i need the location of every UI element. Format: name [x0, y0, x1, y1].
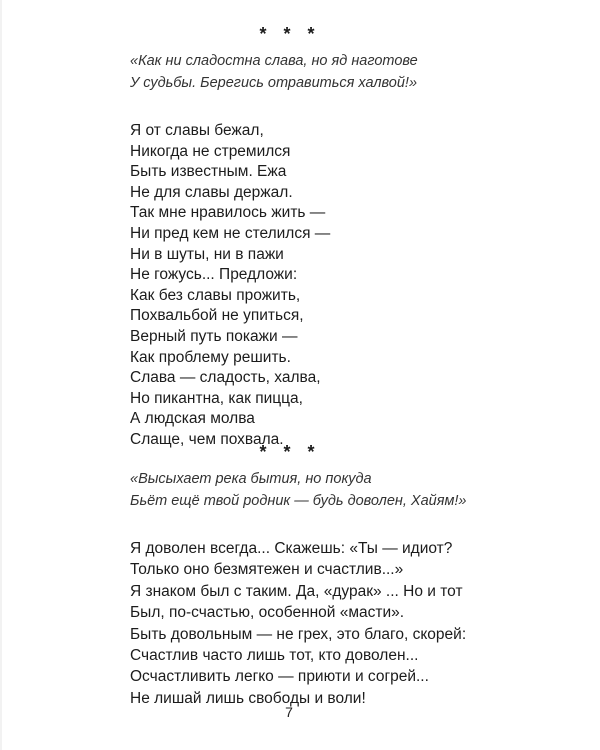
verse-line: Не гожусь... Предложи:	[130, 266, 298, 284]
verse-line: Был, по-счастью, особенной «масти».	[130, 604, 405, 622]
verse-line: Как без славы прожить,	[130, 286, 301, 304]
poem-1-epigraph	[130, 50, 570, 94]
poem-2-epigraph	[130, 468, 570, 512]
poem-2	[130, 442, 570, 709]
poem-1	[130, 24, 570, 451]
verse-line: Только оно безмятежен и счастлив...»	[130, 561, 404, 579]
verse-line: Так мне нравилось жить —	[130, 204, 326, 222]
epigraph-line: «Высыхает река бытия, но покуда	[130, 471, 372, 487]
verse-line: Но пикантна, как пицца,	[130, 389, 303, 407]
verse-line: Не лишай лишь свободы и воли!	[130, 689, 366, 707]
verse-line: Никогда не стремился	[130, 142, 291, 160]
verse-line: Счастлив часто лишь тот, кто доволен...	[130, 647, 419, 665]
verse-line: Я знаком был с таким. Да, «дурак» ... Но и тот	[130, 582, 463, 600]
verse-line: Быть довольным — не грех, это благо, скорей:	[130, 625, 467, 643]
verse-line: Не для славы держал.	[130, 183, 293, 201]
poem-1-stanza	[130, 121, 570, 451]
poem-2-separator: * * *	[259, 442, 321, 462]
page-number: 7	[285, 704, 293, 720]
verse-line: Я от славы бежал,	[130, 122, 264, 139]
verse-line: Слаще, чем похвала.	[130, 430, 284, 448]
verse-line: Ни пред кем не стелился —	[130, 224, 331, 242]
epigraph-line: «Как ни сладостна слава, но яд наготове	[130, 53, 418, 69]
page-edge-shadow	[0, 0, 2, 750]
verse-line: Похвальбой не упиться,	[130, 307, 304, 325]
epigraph-line: У судьбы. Берегись отравиться халвой!»	[130, 75, 418, 91]
verse-line: Верный путь покажи —	[130, 327, 298, 345]
verse-line: Осчастливить легко — приюти и согрей...	[130, 668, 429, 686]
poem-2-stanza	[130, 538, 570, 709]
verse-line: Как проблему решить.	[130, 348, 291, 366]
verse-line: Я доволен всегда... Скажешь: «Ты — идиот?	[130, 540, 453, 557]
verse-line: А людская молва	[130, 410, 255, 428]
poem-1-separator: * * *	[259, 24, 321, 44]
verse-line: Быть известным. Ежа	[130, 163, 287, 181]
epigraph-line: Бьёт ещё твой родник — будь доволен, Хайям!»	[130, 493, 467, 509]
verse-line: Ни в шуты, ни в пажи	[130, 245, 284, 263]
verse-line: Слава — сладость, халва,	[130, 369, 321, 387]
